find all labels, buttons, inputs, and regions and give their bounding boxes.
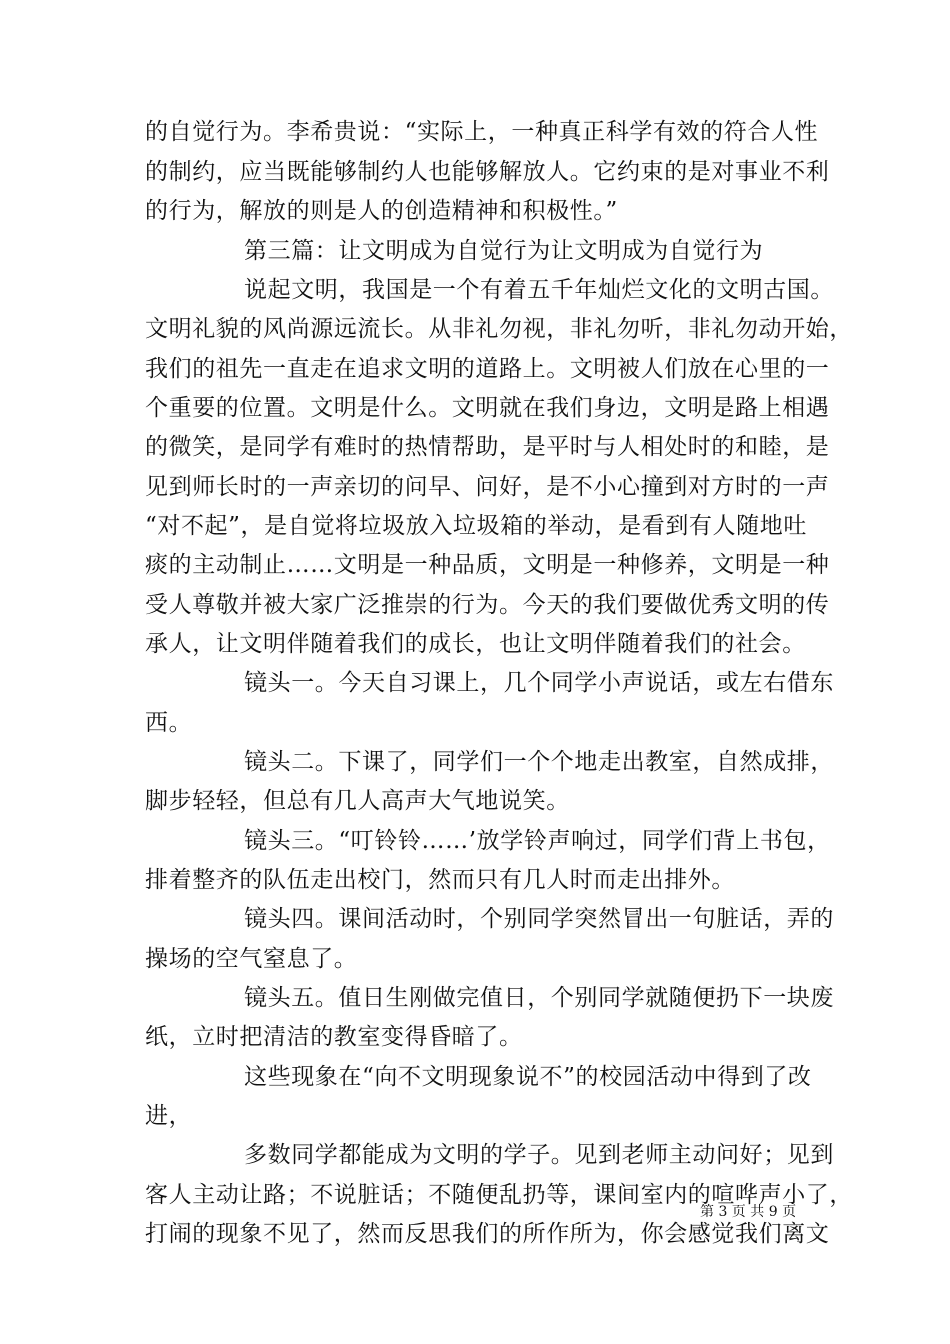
text-line: 打闹的现象不见了，然而反思我们的所作所为，你会感觉我们离文	[145, 1221, 830, 1247]
text-line: 镜头五。值日生刚做完值日，个别同学就随便扔下一块废	[244, 985, 834, 1011]
text-line: 镜头三。“叮铃铃……’放学铃声响过，同学们背上书包，	[244, 828, 831, 854]
text-line: “对不起”，是自觉将垃圾放入垃圾箱的举动，是看到有人随地吐	[145, 513, 807, 539]
text-line: 痰的主动制止……文明是一种品质，文明是一种修养，文明是一种	[145, 552, 830, 578]
section-heading: 第三篇：让文明成为自觉行为让文明成为自觉行为	[244, 238, 764, 264]
text-line: 多数同学都能成为文明的学子。见到老师主动问好；见到	[244, 1142, 834, 1168]
text-line: 的自觉行为。李希贵说：“实际上，一种真正科学有效的符合人性	[145, 119, 819, 145]
text-line: 的行为，解放的则是人的创造精神和积极性。”	[145, 198, 618, 224]
text-line: 个重要的位置。文明是什么。文明就在我们身边，文明是路上相遇	[145, 395, 830, 421]
text-line: 进，	[145, 1103, 193, 1129]
text-line: 我们的祖先一直走在追求文明的道路上。文明被人们放在心里的一	[145, 356, 830, 382]
text-line: 受人尊敬并被大家广泛推崇的行为。今天的我们要做优秀文明的传	[145, 592, 830, 618]
text-line: 镜头四。课间活动时，个别同学突然冒出一句脏话，弄的	[244, 906, 834, 932]
text-line: 镜头一。今天自习课上，几个同学小声说话，或左右借东	[244, 670, 834, 696]
text-line: 说起文明，我国是一个有着五千年灿烂文化的文明古国。	[244, 277, 834, 303]
text-line: 操场的空气窒息了。	[145, 946, 358, 972]
text-line: 脚步轻轻，但总有几人高声大气地说笑。	[145, 788, 570, 814]
text-line: 这些现象在“向不文明现象说不”的校园活动中得到了改	[244, 1064, 812, 1090]
text-line: 的制约，应当既能够制约人也能够解放人。它约束的是对事业不利	[145, 159, 830, 185]
text-line: 的微笑，是同学有难时的热情帮助，是平时与人相处时的和睦，是	[145, 434, 830, 460]
text-line: 见到师长时的一声亲切的问早、问好，是不小心撞到对方时的一声	[145, 474, 830, 500]
text-line: 纸，立时把清洁的教室变得昏暗了。	[145, 1024, 523, 1050]
text-line: 西。	[145, 710, 193, 736]
text-line: 排着整齐的队伍走出校门，然而只有几人时而走出排外。	[145, 867, 735, 893]
text-line: 承人，让文明伴随着我们的成长，也让文明伴随着我们的社会。	[145, 631, 806, 657]
page-number: 第 3 页 共 9 页	[700, 1204, 797, 1220]
text-line: 文明礼貌的风尚源远流长。从非礼勿视，非礼勿听，非礼勿动开始，	[145, 316, 853, 342]
text-line: 客人主动让路；不说脏话；不随便乱扔等，课间室内的喧哗声小了，	[145, 1182, 853, 1208]
text-line: 镜头二。下课了，同学们一个个地走出教室，自然成排，	[244, 749, 834, 775]
